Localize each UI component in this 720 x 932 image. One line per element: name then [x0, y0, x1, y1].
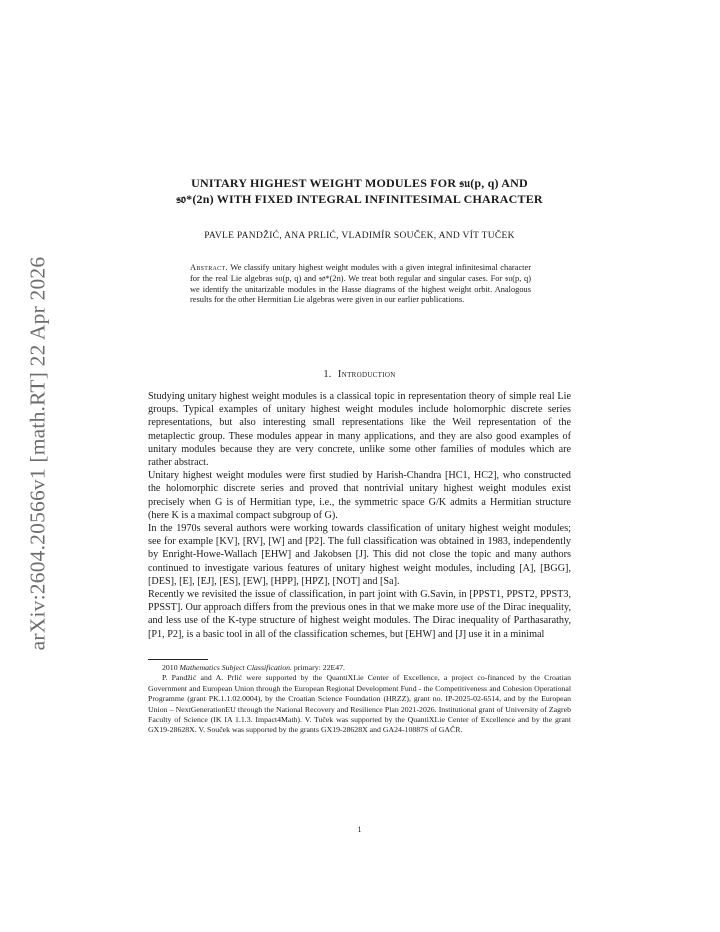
arxiv-identifier-text: arXiv:2604.20566v1 [math.RT] 22 Apr 2026 — [25, 256, 50, 650]
arxiv-identifier-stamp — [18, 248, 58, 658]
paragraph: Recently we revisited the issue of classification, in part joint with G.Savin, in [PPST1, PPST2, PPST3, PPSST]. Our approach differs from the previous ones in that we make more use of the Dirac inequality, and less use of the K-type structure of highest weight modules. The Dirac inequality of Parthasarathy, [P1, P2], is a basic tool in all of the classification schemes, but [EHW] and [J] use it in a minimal — [148, 589, 571, 640]
abstract — [190, 263, 531, 306]
footnote-divider — [148, 659, 208, 660]
paper-title-line-1: UNITARY HIGHEST WEIGHT MODULES FOR 𝔰𝔲(p, q) AND — [191, 176, 528, 190]
abstract-heading: Abstract. — [190, 263, 228, 272]
introduction-body — [148, 390, 571, 641]
section-number: 1. — [323, 369, 332, 380]
paper-title-line-2: 𝔰𝔬*(2n) WITH FIXED INTEGRAL INFINITESIMAL CHARACTER — [176, 192, 543, 206]
author-list: PAVLE PANDŽIĆ, ANA PRLIĆ, VLADIMÍR SOUČEK, AND VÍT TUČEK — [204, 231, 515, 241]
msc-label: Mathematics Subject Classification. — [179, 663, 292, 672]
funding-footnote: P. Pandžić and A. Prlić were supported by the QuantiXLie Center of Excellence, a project co-financed by the Croatian Government and European Union through the European Regional Development Fund - the Competitiveness and Cohesion Operational Programme (grant PK.1.1.02.0004), by the Croatian Science Foundation (HRZZ), grant no. IP-2025-02-6514, and by the European Union – NextGenerationEU through the National Recovery and Resilience Plan 2021-2026. Institutional grant of University of Zagreb Faculty of Science (IK IA 1.1.3. Impact4Math). V. Tuček was supported by the QuantiXLie Center of Excellence and by the grant GX19-28628X. V. Souček was supported by the grants GX19-28628X and GA24-10887S of GAČR. — [148, 673, 571, 735]
footnotes — [148, 663, 571, 736]
page-number: 1 — [357, 825, 362, 834]
paragraph: Unitary highest weight modules were first studied by Harish-Chandra [HC1, HC2], who constructed the holomorphic discrete series and proved that nontrivial unitary highest weight modules exist precisely when G is of Hermitian type, i.e., the symmetric space G/K admits a Hermitian structure (here K is a maximal compact subgroup of G). — [148, 470, 571, 521]
msc-year: 2010 — [162, 663, 178, 672]
paragraph: Studying unitary highest weight modules is a classical topic in representation theory of simple real Lie groups. Typical examples of unitary highest weight modules include holomorphic discrete series representations, but also interesting small representations like the Weil representation of the metaplectic group. These modules appear in many applications, and they are also good examples of unitary modules because they are very concrete, unlike some other families of modules which are rather abstract. — [148, 391, 571, 469]
msc-value: primary: 22E47. — [293, 663, 346, 672]
paper-title — [148, 175, 571, 207]
section-heading — [148, 369, 571, 380]
msc-footnote — [148, 663, 571, 673]
paragraph: In the 1970s several authors were working towards classification of unitary highest weight modules; see for example [KV], [RV], [W] and [P2]. The full classification was obtained in 1983, independently by Enright-Howe-Wallach [EHW] and Jakobsen [J]. This did not close the topic and many authors continued to investigate various features of unitary highest weight modules, including [A], [BGG], [DES], [E], [EJ], [ES], [EW], [HPP], [HPZ], [NOT] and [Sa]. — [148, 523, 571, 587]
section-name: Introduction — [337, 369, 396, 380]
abstract-text: We classify unitary highest weight modules with a given integral infinitesimal character for the real Lie algebras 𝔰𝔲(p, q) and 𝔰𝔬*(2n). We treat both regular and singular cases. For 𝔰𝔲(p, q) we identify the unitarizable modules in the Hasse diagrams of the highest weight orbit. Analogous results for the other Hermitian Lie algebras were given in our earlier publications. — [190, 263, 531, 305]
